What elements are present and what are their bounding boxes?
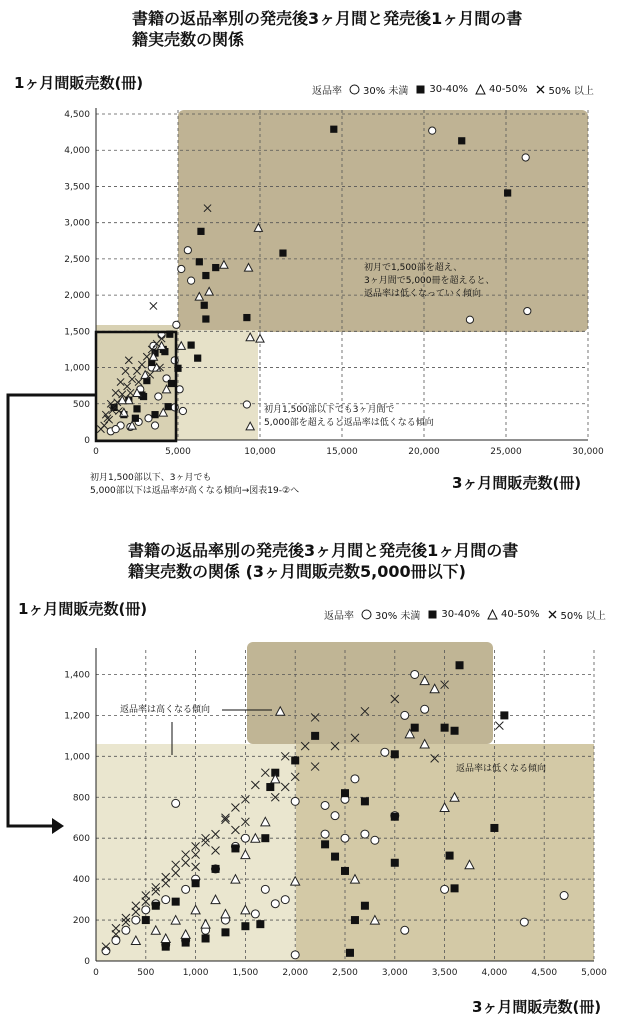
x-tick-label: 10,000	[244, 447, 276, 457]
point-30-40	[291, 756, 299, 764]
point-30-40	[361, 797, 369, 805]
x-tick-label: 2,000	[282, 968, 309, 978]
x-tick-label: 5,000	[165, 447, 191, 457]
chart1-annotation-low-line1: 初月1,500部以下、3ヶ月でも	[90, 473, 212, 483]
y-tick-label: 1,200	[64, 711, 90, 722]
y-tick-label: 1,000	[64, 363, 90, 374]
chart1-annotation-mid-line2: 5,000部を超えると返品率は低くなる傾向	[264, 418, 434, 428]
y-tick-label: 3,500	[64, 182, 90, 193]
chart1-annotation-low-line2: 5,000部以下は返品率が高くなる傾向→図表19-②へ	[90, 486, 300, 496]
chart2-legend-title: 返品率	[324, 611, 354, 622]
point-30-40	[391, 859, 399, 867]
point-30-40	[212, 865, 220, 873]
chart2-legend-item-4: 50% 以上	[560, 611, 606, 622]
point-30-40	[500, 711, 508, 719]
y-tick-label: 2,500	[64, 254, 90, 265]
point-30-40	[446, 852, 454, 860]
point-30-40	[221, 928, 229, 936]
point-under30	[351, 775, 359, 783]
y-tick-label: 500	[72, 399, 90, 410]
y-tick-label: 0	[84, 957, 90, 967]
chart1-annotation-mid-line1: 初月1,500部以下でも3ヶ月間で	[264, 405, 395, 415]
chart1-legend-title: 返品率	[312, 86, 342, 97]
point-30-40	[202, 934, 210, 942]
y-tick-label: 1,500	[64, 327, 90, 338]
chart1-legend-item-4: 50% 以上	[548, 86, 594, 97]
point-under30	[261, 885, 269, 893]
point-30-40	[341, 867, 349, 875]
chart2-legend	[324, 607, 610, 622]
point-under30	[241, 834, 249, 842]
point-under30	[291, 951, 299, 959]
x-tick-label: 4,000	[481, 968, 508, 978]
point-30-40	[266, 783, 274, 791]
point-under30	[411, 670, 419, 678]
point-30-40	[346, 949, 354, 957]
point-30-40	[321, 840, 329, 848]
point-under30	[401, 926, 409, 934]
y-tick-label: 1,000	[64, 752, 90, 763]
legend-cross-icon	[547, 609, 558, 620]
point-30-40	[391, 813, 399, 821]
chart1-xlabel: 3ヶ月間販売数(冊)	[452, 474, 582, 492]
x-tick-label: 5,000	[581, 968, 607, 978]
point-30-40	[182, 939, 190, 947]
point-under30	[271, 900, 279, 908]
y-tick-label: 1,400	[64, 670, 90, 681]
point-30-40	[441, 724, 449, 732]
chart2-annotation-high: 返品率は高くなる傾向	[120, 705, 211, 715]
chart1-ylabel: 1ヶ月間販売数(冊)	[14, 74, 144, 92]
point-under30	[361, 830, 369, 838]
y-tick-label: 400	[72, 875, 90, 886]
y-tick-label: 3,000	[64, 218, 90, 229]
x-tick-label: 1,500	[232, 968, 259, 978]
point-under30	[142, 906, 150, 914]
point-30-40	[341, 789, 349, 797]
point-under30	[401, 711, 409, 719]
point-under30	[321, 801, 329, 809]
point-under30	[172, 799, 180, 807]
point-30-40	[172, 898, 180, 906]
point-under30	[182, 885, 190, 893]
point-30-40	[162, 943, 170, 951]
point-30-40	[391, 750, 399, 758]
point-30-40	[241, 922, 249, 930]
chart1-legend-item-1: 30% 未満	[363, 86, 409, 97]
x-tick-label: 20,000	[408, 447, 440, 457]
point-under30	[520, 918, 528, 926]
x-tick-label: 500	[137, 968, 155, 978]
x-tick-label: 30,000	[572, 447, 604, 457]
chart2-title-line2: 籍実売数の関係 (3ヶ月間販売数5,000冊以下)	[128, 562, 466, 581]
chart2-legend-item-3: 40-50%	[500, 609, 540, 620]
legend-triangle-icon	[487, 609, 498, 620]
point-under30	[331, 812, 339, 820]
x-tick-label: 4,500	[531, 968, 558, 978]
point-under30	[371, 836, 379, 844]
chart2-title-line1: 書籍の返品率別の発売後3ヶ月間と発売後1ヶ月間の書	[128, 541, 519, 560]
x-tick-label: 3,500	[431, 968, 458, 978]
x-tick-label: 2,500	[332, 968, 358, 978]
point-30-40	[152, 902, 160, 910]
point-30-40	[451, 884, 459, 892]
point-30-40	[331, 853, 339, 861]
point-30-40	[311, 732, 319, 740]
point-30-40	[261, 834, 269, 842]
point-over50	[495, 722, 503, 730]
y-tick-label: 4,500	[64, 110, 90, 120]
chart2-legend-item-2: 30-40%	[441, 609, 480, 620]
point-30-40	[411, 724, 419, 732]
point-under30	[291, 797, 299, 805]
point-30-40	[256, 920, 264, 928]
point-under30	[341, 834, 349, 842]
point-30-40	[451, 727, 459, 735]
point-under30	[441, 885, 449, 893]
legend-square-icon	[427, 609, 438, 620]
chart1-annotation-high-line1: 初月で1,500部を超え、	[364, 263, 463, 273]
x-tick-label: 1,000	[182, 968, 209, 978]
y-tick-label: 600	[72, 834, 90, 845]
x-tick-label: 0	[93, 447, 99, 457]
point-under30	[321, 830, 329, 838]
point-30-40	[142, 916, 150, 924]
chart1-title-line2: 籍実売数の関係	[132, 30, 245, 49]
y-tick-label: 0	[84, 436, 90, 446]
point-30-40	[351, 916, 359, 924]
chart1-annotation-high-line3: 返品率は低くなっていく傾向	[364, 289, 482, 299]
chart2-ylabel: 1ヶ月間販売数(冊)	[18, 600, 148, 618]
chart1-legend-item-2: 30-40%	[429, 84, 468, 95]
x-tick-label: 0	[93, 968, 99, 978]
chart2-title	[128, 540, 623, 582]
point-30-40	[361, 902, 369, 910]
point-under30	[162, 896, 170, 904]
y-tick-label: 800	[72, 793, 90, 804]
point-under30	[421, 705, 429, 713]
chart1-annotation-high-line2: 3ヶ月間で5,000冊を超えると、	[364, 276, 495, 286]
chart2-plot	[0, 630, 630, 1000]
point-under30	[102, 947, 110, 955]
chart2-legend-item-1: 30% 未満	[375, 611, 421, 622]
chart1-title-line1: 書籍の返品率別の発売後3ヶ月間と発売後1ヶ月間の書	[132, 9, 523, 28]
point-30-40	[192, 879, 200, 887]
point-under30	[122, 926, 130, 934]
chart2-xlabel: 3ヶ月間販売数(冊)	[472, 998, 602, 1016]
point-30-40	[231, 844, 239, 852]
chart2-annotation-low: 返品率は低くなる傾向	[456, 764, 547, 774]
point-under30	[560, 892, 568, 900]
point-30-40	[490, 824, 498, 832]
point-under30	[251, 910, 259, 918]
y-tick-label: 4,000	[64, 146, 90, 157]
point-under30	[381, 748, 389, 756]
y-tick-label: 2,000	[64, 291, 90, 302]
x-tick-label: 15,000	[326, 447, 358, 457]
chart1-legend-item-3: 40-50%	[488, 84, 528, 95]
point-under30	[132, 916, 140, 924]
legend-circle-icon	[361, 609, 372, 620]
x-tick-label: 3,000	[381, 968, 408, 978]
x-tick-label: 25,000	[490, 447, 522, 457]
point-30-40	[456, 661, 464, 669]
point-under30	[281, 896, 289, 904]
y-tick-label: 200	[72, 916, 90, 927]
